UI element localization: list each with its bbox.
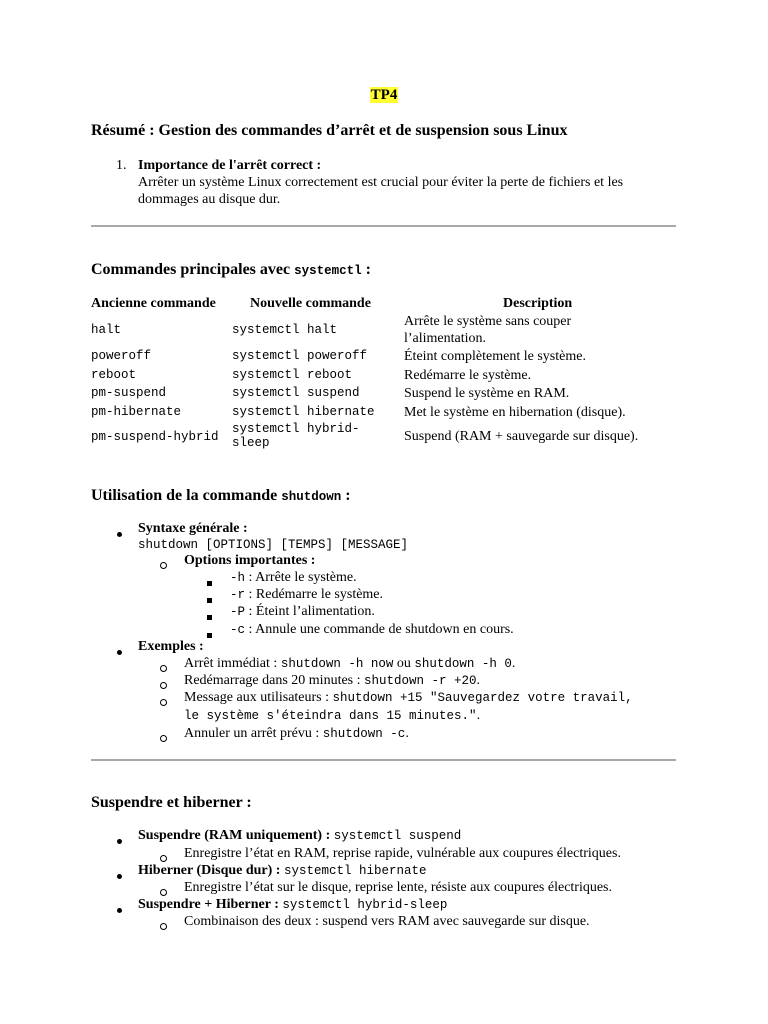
shutdown-heading: Utilisation de la commande shutdown : <box>91 487 351 504</box>
suspend-item: Suspendre + Hiberner : systemctl hybrid-sleep <box>138 897 448 912</box>
importance-line-1: Arrêter un système Linux correctement est crucial pour éviter la perte de fichiers et les <box>138 175 624 190</box>
table-header-new: Nouvelle commande <box>250 296 371 311</box>
table-cell-new: systemctl hibernate <box>232 405 375 419</box>
bullet-square-icon <box>207 592 212 608</box>
table-cell-new: systemctl halt <box>232 323 338 337</box>
table-cell-description: Redémarre le système. <box>404 368 532 383</box>
bullet-square-icon <box>207 575 212 591</box>
suspend-heading: Suspendre et hiberner : <box>91 794 252 811</box>
bullet-dot-icon <box>117 526 122 542</box>
bullet-dot-icon <box>117 833 122 849</box>
horizontal-divider <box>91 759 676 761</box>
bullet-circle-icon <box>160 678 167 694</box>
table-cell-old: reboot <box>91 368 137 382</box>
table-header-old: Ancienne commande <box>91 296 216 311</box>
syntax-code: shutdown [OPTIONS] [TEMPS] [MESSAGE] <box>138 538 409 552</box>
bullet-circle-icon <box>160 661 167 677</box>
importance-label: Importance de l'arrêt correct : <box>138 158 322 173</box>
table-cell-new: sleep <box>232 436 270 450</box>
suspend-sub-item: Combinaison des deux : suspend vers RAM avec sauvegarde sur disque. <box>184 914 590 929</box>
table-cell-old: halt <box>91 323 122 337</box>
suspend-item: Suspendre (RAM uniquement) : systemctl suspend <box>138 828 462 843</box>
bullet-dot-icon <box>117 902 122 918</box>
example-item: Message aux utilisateurs : shutdown +15 "Sauvegardez votre travail, <box>184 690 633 705</box>
bullet-circle-icon <box>160 558 167 574</box>
table-cell-old: pm-hibernate <box>91 405 182 419</box>
importance-line-2: dommages au disque dur. <box>138 192 281 207</box>
example-item: Redémarrage dans 20 minutes : shutdown -r +20. <box>184 673 481 688</box>
table-cell-description: Suspend (RAM + sauvegarde sur disque). <box>404 429 639 444</box>
table-cell-old: poweroff <box>91 349 152 363</box>
bullet-circle-icon <box>160 695 167 711</box>
option-item: -r : Redémarre le système. <box>230 587 384 602</box>
table-header-description: Description <box>503 296 573 311</box>
table-cell-new: systemctl reboot <box>232 368 353 382</box>
table-cell-description: Suspend le système en RAM. <box>404 386 570 401</box>
bullet-square-icon <box>207 609 212 625</box>
table-cell-description: l’alimentation. <box>404 331 487 346</box>
table-cell-new: systemctl suspend <box>232 386 360 400</box>
table-cell-description: Arrête le système sans couper <box>404 314 572 329</box>
table-cell-description: Met le système en hibernation (disque). <box>404 405 626 420</box>
examples-label: Exemples : <box>138 639 204 654</box>
example-item: Annuler un arrêt prévu : shutdown -c. <box>184 726 409 741</box>
table-cell-old: pm-suspend <box>91 386 167 400</box>
option-item: -P : Éteint l’alimentation. <box>230 604 375 619</box>
options-label: Options importantes : <box>184 553 316 568</box>
bullet-circle-icon <box>160 731 167 747</box>
example-item-continued: le système s'éteindra dans 15 minutes.". <box>184 708 481 723</box>
option-item: -c : Annule une commande de shutdown en cours. <box>230 622 514 637</box>
syntax-label: Syntaxe générale : <box>138 521 248 536</box>
bullet-square-icon <box>207 627 212 643</box>
example-item: Arrêt immédiat : shutdown -h now ou shutdown -h 0. <box>184 656 516 671</box>
option-item: -h : Arrête le système. <box>230 570 357 585</box>
suspend-item: Hiberner (Disque dur) : systemctl hibernate <box>138 863 427 878</box>
systemctl-heading: Commandes principales avec systemctl : <box>91 261 371 278</box>
list-number: 1. <box>116 158 127 173</box>
suspend-sub-item: Enregistre l’état en RAM, reprise rapide, vulnérable aux coupures électriques. <box>184 846 621 861</box>
summary-heading: Résumé : Gestion des commandes d’arrêt et de suspension sous Linux <box>91 122 568 139</box>
bullet-circle-icon <box>160 919 167 935</box>
document-title: TP4 <box>370 87 398 103</box>
bullet-dot-icon <box>117 868 122 884</box>
table-cell-old: pm-suspend-hybrid <box>91 430 219 444</box>
bullet-dot-icon <box>117 644 122 660</box>
suspend-sub-item: Enregistre l’état sur le disque, reprise lente, résiste aux coupures électriques. <box>184 880 613 895</box>
table-cell-description: Éteint complètement le système. <box>404 349 586 364</box>
table-cell-new: systemctl poweroff <box>232 349 368 363</box>
table-cell-new: systemctl hybrid- <box>232 422 360 436</box>
horizontal-divider <box>91 225 676 227</box>
